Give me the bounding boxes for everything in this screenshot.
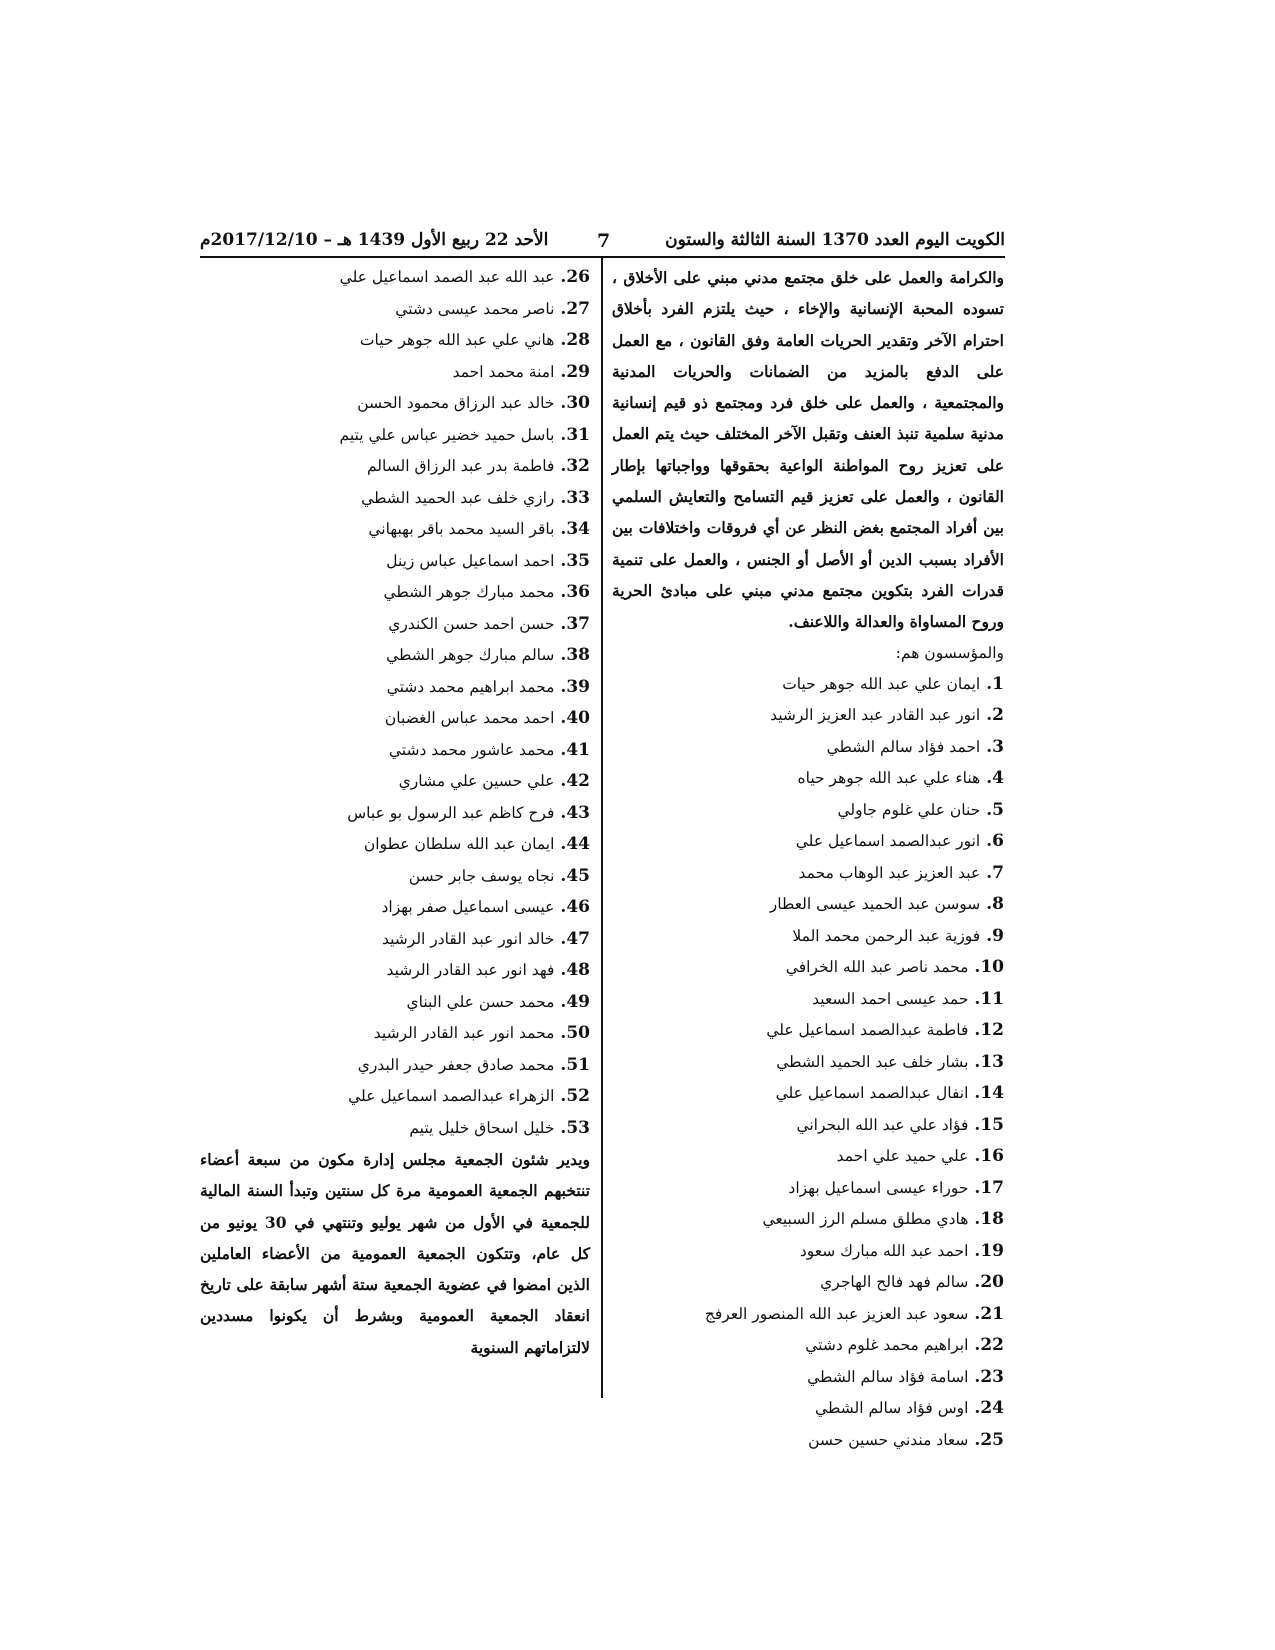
founder-item xyxy=(612,1236,1004,1268)
founder-number-dot: . xyxy=(560,865,567,886)
founder-item xyxy=(200,1081,590,1113)
founder-name: سالم فهد فالح الهاجري xyxy=(820,1273,969,1292)
founder-number: 45 xyxy=(566,865,590,886)
founder-number: 43 xyxy=(566,802,590,823)
founder-number: 3 xyxy=(992,736,1004,757)
founder-number-dot: . xyxy=(560,739,567,760)
founder-item xyxy=(200,672,590,704)
founder-item xyxy=(200,735,590,767)
founder-item xyxy=(200,955,590,987)
founder-number-dot: . xyxy=(560,298,567,319)
founder-number-dot: . xyxy=(986,736,993,757)
founder-number-dot: . xyxy=(986,799,993,820)
founder-item xyxy=(200,1050,590,1082)
founder-item xyxy=(612,1141,1004,1173)
founder-item xyxy=(612,1047,1004,1079)
founder-number-dot: . xyxy=(560,676,567,697)
founder-name: خالد انور عبد القادر الرشيد xyxy=(381,929,555,948)
founder-name: انور عبدالصمد اسماعيل علي xyxy=(795,832,981,851)
founder-number: 16 xyxy=(980,1146,1004,1167)
founder-item xyxy=(612,826,1004,858)
founder-number: 4 xyxy=(992,768,1004,789)
founder-name: ايمان علي عبد الله جوهر حيات xyxy=(782,674,981,693)
founder-name: علي حميد علي احمد xyxy=(836,1147,969,1166)
founder-name: احمد عبد الله مبارك سعود xyxy=(799,1241,969,1260)
founder-item xyxy=(200,829,590,861)
founder-number-dot: . xyxy=(974,1335,981,1356)
founder-number: 46 xyxy=(566,897,590,917)
founder-number: 23 xyxy=(980,1366,1004,1387)
founder-number-dot: . xyxy=(974,1209,981,1230)
founder-number-dot: . xyxy=(974,1272,981,1293)
founder-number-dot: . xyxy=(560,456,567,476)
founder-item xyxy=(612,1015,1004,1047)
founder-number: 10 xyxy=(980,957,1004,978)
founder-name: احمد فؤاد سالم الشطي xyxy=(826,737,981,756)
header-issue-info: الكويت اليوم العدد 1370 السنة الثالثة والستون xyxy=(665,230,1005,250)
page-header xyxy=(200,226,1005,256)
founder-number: 14 xyxy=(980,1083,1004,1104)
founder-number-dot: . xyxy=(986,925,993,946)
founder-name: امنة محمد احمد xyxy=(452,362,555,381)
founder-name: عبد الله عبد الصمد اسماعيل علي xyxy=(339,268,555,286)
founder-number: 49 xyxy=(566,991,590,1012)
founders-list-right xyxy=(612,669,1004,1457)
founder-name: محمد حسن علي البناي xyxy=(406,992,555,1011)
founder-name: فؤاد علي عبد الله البحراني xyxy=(796,1115,969,1134)
founder-number: 8 xyxy=(992,894,1004,915)
founder-item xyxy=(200,483,590,515)
founder-number-dot: . xyxy=(560,1086,567,1106)
founder-number: 48 xyxy=(566,960,590,980)
founder-name: هادي مطلق مسلم الرز السبيعي xyxy=(762,1210,969,1229)
founder-item xyxy=(200,987,590,1019)
founder-number: 41 xyxy=(566,739,590,760)
founder-item xyxy=(612,1173,1004,1205)
founder-number: 35 xyxy=(566,550,590,571)
founder-number-dot: . xyxy=(560,991,567,1012)
founder-name: سعاد مندني حسين حسن xyxy=(808,1430,969,1449)
founder-item xyxy=(200,766,590,798)
founder-name: محمد انور عبد القادر الرشيد xyxy=(373,1024,555,1042)
founder-number-dot: . xyxy=(560,393,567,413)
founder-name: رازي خلف عبد الحميد الشطي xyxy=(361,488,555,507)
founder-name: فرح كاظم عبد الرسول بو عباس xyxy=(347,803,555,822)
founder-number-dot: . xyxy=(974,1020,981,1041)
founder-name: فوزية عبد الرحمن محمد الملا xyxy=(792,926,981,945)
founder-number-dot: . xyxy=(560,267,567,287)
founder-number-dot: . xyxy=(560,424,567,445)
founder-item xyxy=(200,577,590,609)
founder-item xyxy=(612,1299,1004,1331)
founder-number-dot: . xyxy=(974,957,981,978)
founder-name: الزهراء عبدالصمد اسماعيل علي xyxy=(348,1087,555,1105)
founder-number-dot: . xyxy=(986,768,993,789)
founder-item xyxy=(200,609,590,641)
founder-item xyxy=(612,1078,1004,1110)
founder-number-dot: . xyxy=(560,613,567,634)
founder-number: 11 xyxy=(980,988,1004,1009)
founder-number-dot: . xyxy=(974,988,981,1009)
founder-name: محمد ابراهيم محمد دشتي xyxy=(386,677,555,696)
founder-name: عبد العزيز عبد الوهاب محمد xyxy=(798,863,981,882)
founder-number-dot: . xyxy=(986,831,993,852)
founder-number: 50 xyxy=(566,1023,590,1043)
founder-name: باقر السيد محمد باقر بهبهاني xyxy=(368,520,555,538)
founder-number: 30 xyxy=(566,393,590,413)
founder-item xyxy=(612,795,1004,827)
founder-number: 19 xyxy=(980,1240,1004,1261)
left-column xyxy=(200,262,590,1363)
founder-name: ناصر محمد عيسى دشتي xyxy=(395,299,555,318)
founders-intro: والمؤسسون هم: xyxy=(895,643,1004,662)
founder-item xyxy=(200,640,590,672)
founder-number: 18 xyxy=(980,1209,1004,1230)
founder-number: 26 xyxy=(566,267,590,287)
founder-number-dot: . xyxy=(986,705,993,726)
founder-number-dot: . xyxy=(560,897,567,917)
founder-item xyxy=(200,798,590,830)
founder-number-dot: . xyxy=(560,519,567,539)
founder-number-dot: . xyxy=(974,1146,981,1167)
founder-name: خليل اسحاق خليل يتيم xyxy=(409,1118,555,1137)
founder-number: 1 xyxy=(992,673,1004,694)
founder-name: سوسن عبد الحميد عيسى العطار xyxy=(769,895,981,914)
founder-item xyxy=(612,921,1004,953)
founder-name: احمد محمد عباس الغضبان xyxy=(384,709,555,727)
founder-number: 38 xyxy=(566,645,590,665)
founder-number: 34 xyxy=(566,519,590,539)
founder-number: 27 xyxy=(566,298,590,319)
founder-number: 21 xyxy=(980,1303,1004,1324)
founder-number: 17 xyxy=(980,1177,1004,1198)
founder-number: 47 xyxy=(566,928,590,949)
founder-item xyxy=(612,669,1004,701)
founder-name: انفال عبدالصمد اسماعيل علي xyxy=(775,1084,969,1103)
founder-name: انور عبد القادر عبد العزيز الرشيد xyxy=(770,706,981,725)
founder-number-dot: . xyxy=(560,1023,567,1043)
founder-name: ايمان عبد الله سلطان عطوان xyxy=(363,835,555,853)
founder-number: 2 xyxy=(992,705,1004,726)
page-number: 7 xyxy=(597,230,611,252)
founder-number: 42 xyxy=(566,771,590,791)
founder-name: سعود عبد العزيز عبد الله المنصور العرفج xyxy=(704,1304,969,1323)
founder-number-dot: . xyxy=(974,1429,981,1450)
founder-number-dot: . xyxy=(560,1117,567,1138)
founder-name: احمد اسماعيل عباس زينل xyxy=(386,551,555,570)
founder-name: فاطمة بدر عبد الرزاق السالم xyxy=(366,457,555,475)
founder-number: 31 xyxy=(566,424,590,445)
founder-name: محمد صادق جعفر حيدر البدري xyxy=(357,1055,555,1074)
founder-item xyxy=(200,924,590,956)
founder-item xyxy=(200,1113,590,1145)
founder-item xyxy=(612,763,1004,795)
founder-item xyxy=(200,1018,590,1050)
founder-number: 15 xyxy=(980,1114,1004,1135)
founder-number: 36 xyxy=(566,582,590,602)
founder-number: 13 xyxy=(980,1051,1004,1072)
founder-number-dot: . xyxy=(986,673,993,694)
founder-number-dot: . xyxy=(974,1177,981,1198)
founder-name: اوس فؤاد سالم الشطي xyxy=(815,1399,969,1418)
founder-name: هاني علي عبد الله جوهر حيات xyxy=(359,331,555,349)
founder-number: 51 xyxy=(566,1054,590,1075)
founder-number: 40 xyxy=(566,708,590,728)
founder-number: 12 xyxy=(980,1020,1004,1041)
founder-number-dot: . xyxy=(560,487,567,508)
founder-item xyxy=(200,262,590,294)
founder-item xyxy=(612,732,1004,764)
founder-item xyxy=(200,294,590,326)
founder-number-dot: . xyxy=(974,1366,981,1387)
founder-item xyxy=(612,858,1004,890)
founder-name: بشار خلف عبد الحميد الشطي xyxy=(776,1052,969,1071)
founder-item xyxy=(612,889,1004,921)
founder-item xyxy=(200,420,590,452)
founder-item xyxy=(612,1362,1004,1394)
founder-name: عيسى اسماعيل صفر بهزاد xyxy=(381,898,555,916)
founder-name: سالم مبارك جوهر الشطي xyxy=(386,646,555,664)
founder-number: 7 xyxy=(992,862,1004,883)
founder-item xyxy=(612,1110,1004,1142)
founder-name: ابراهيم محمد غلوم دشتي xyxy=(805,1336,969,1355)
founder-number-dot: . xyxy=(560,834,567,854)
board-paragraph: ويدير شئون الجمعية مجلس إدارة مكون من سبعة أعضاء تنتخبهم الجمعية العمومية مرة كل سنتين وتبدأ السنة المالية للجمعية في الأول من شهر يوليو وتنتهي في 30 يونيو من كل عام، وتتكون الجمعية العمومية من الأعضاء العاملين الذين امضوا في عضوية الجمعية ستة أشهر سابقة على تاريخ انعقاد الجمعية العمومية وبشرط أن يكونوا مسددين لالتزاماتهم السنوية xyxy=(200,1150,590,1357)
founder-item xyxy=(612,1330,1004,1362)
founder-name: اسامة فؤاد سالم الشطي xyxy=(807,1367,969,1386)
founder-name: باسل حميد خضير عباس علي يتيم xyxy=(339,425,555,444)
founder-number-dot: . xyxy=(974,1303,981,1324)
founder-name: نجاه يوسف جابر حسن xyxy=(408,866,555,885)
founders-list-left xyxy=(200,262,590,1144)
founder-item xyxy=(200,514,590,546)
founder-number: 32 xyxy=(566,456,590,476)
founder-name: فاطمة عبدالصمد اسماعيل علي xyxy=(766,1021,969,1040)
founder-number-dot: . xyxy=(560,361,567,382)
founder-number-dot: . xyxy=(974,1398,981,1419)
founder-number: 53 xyxy=(566,1117,590,1138)
founder-item xyxy=(200,892,590,924)
founder-name: خالد عبد الرزاق محمود الحسن xyxy=(357,394,555,412)
founder-number-dot: . xyxy=(974,1051,981,1072)
founder-item xyxy=(200,357,590,389)
founder-number-dot: . xyxy=(560,550,567,571)
right-column xyxy=(612,262,1004,1456)
founder-number-dot: . xyxy=(974,1114,981,1135)
founder-name: حوراء عيسى اسماعيل بهزاد xyxy=(788,1178,969,1197)
founder-item xyxy=(612,700,1004,732)
founder-number-dot: . xyxy=(560,708,567,728)
founder-name: هناء علي عبد الله جوهر حياه xyxy=(797,769,981,788)
founder-number-dot: . xyxy=(974,1083,981,1104)
founder-item xyxy=(612,984,1004,1016)
founder-number: 52 xyxy=(566,1086,590,1106)
founder-item xyxy=(200,546,590,578)
founder-name: علي حسين علي مشاري xyxy=(398,772,555,790)
founder-number-dot: . xyxy=(560,1054,567,1075)
founder-number: 20 xyxy=(980,1272,1004,1293)
objectives-paragraph: والكرامة والعمل على خلق مجتمع مدني مبني على الأخلاق ، تسوده المحبة الإنسانية والإخاء ، حيث يلتزم الفرد بأخلاق احترام الآخر وتقدير الحريات العامة وفق القانون ، مع العمل على الدفع بالمزيد من الضمانات والحريات المدنية والمجتمعية ، والعمل على خلق فرد ومجتمع ذو قيم إنسانية مدنية سلمية تنبذ العنف وتقبل الآخر المختلف حيث يتم العمل على تعزيز روح المواطنة الواعية بحقوقها وواجباتها بإطار القانون ، والعمل على تعزيز قيم التسامح والتعايش السلمي بين أفراد المجتمع بغض النظر عن أي فروقات واختلافات بين الأفراد بسبب الدين أو الأصل أو الجنس ، والعمل على تنمية قدرات الفرد بتكوين مجتمع مدني مبني على مبادئ الحرية وروح المساواة والعدالة واللاعنف. xyxy=(612,268,1004,632)
founder-item xyxy=(200,451,590,483)
header-rule xyxy=(200,256,1005,258)
founder-item xyxy=(612,1267,1004,1299)
founder-item xyxy=(612,1425,1004,1457)
founder-number: 24 xyxy=(980,1398,1004,1419)
founder-number: 25 xyxy=(980,1429,1004,1450)
founder-number: 5 xyxy=(992,799,1004,820)
founder-number: 39 xyxy=(566,676,590,697)
founder-item xyxy=(612,1204,1004,1236)
founder-number-dot: . xyxy=(560,960,567,980)
founder-number-dot: . xyxy=(560,645,567,665)
founder-number: 9 xyxy=(992,925,1004,946)
column-divider xyxy=(601,258,603,1398)
founder-number-dot: . xyxy=(560,582,567,602)
founder-item xyxy=(200,861,590,893)
founder-number-dot: . xyxy=(986,894,993,915)
founder-number: 29 xyxy=(566,361,590,382)
founder-number: 37 xyxy=(566,613,590,634)
founder-number-dot: . xyxy=(560,928,567,949)
founder-number: 44 xyxy=(566,834,590,854)
founder-number-dot: . xyxy=(974,1240,981,1261)
founder-item xyxy=(200,325,590,357)
founder-name: حنان علي غلوم جاولي xyxy=(837,800,981,819)
founder-number-dot: . xyxy=(560,802,567,823)
founder-number-dot: . xyxy=(560,771,567,791)
founder-item xyxy=(200,388,590,420)
founder-item xyxy=(200,703,590,735)
founder-number: 33 xyxy=(566,487,590,508)
founder-name: محمد ناصر عبد الله الخرافي xyxy=(785,958,969,977)
founder-name: حمد عيسى احمد السعيد xyxy=(812,989,969,1008)
founder-name: محمد مبارك جوهر الشطي xyxy=(383,583,555,601)
founder-name: حسن احمد حسن الكندري xyxy=(388,614,555,633)
founder-number: 28 xyxy=(566,330,590,350)
founder-name: فهد انور عبد القادر الرشيد xyxy=(386,961,555,979)
founder-number-dot: . xyxy=(560,330,567,350)
founder-number: 22 xyxy=(980,1335,1004,1356)
founder-number: 6 xyxy=(992,831,1004,852)
header-date: الأحد 22 ربيع الأول 1439 هـ – 2017/12/10م xyxy=(200,230,549,250)
founder-item xyxy=(612,952,1004,984)
founder-number-dot: . xyxy=(986,862,993,883)
founder-name: محمد عاشور محمد دشتي xyxy=(388,740,555,759)
founder-item xyxy=(612,1393,1004,1425)
